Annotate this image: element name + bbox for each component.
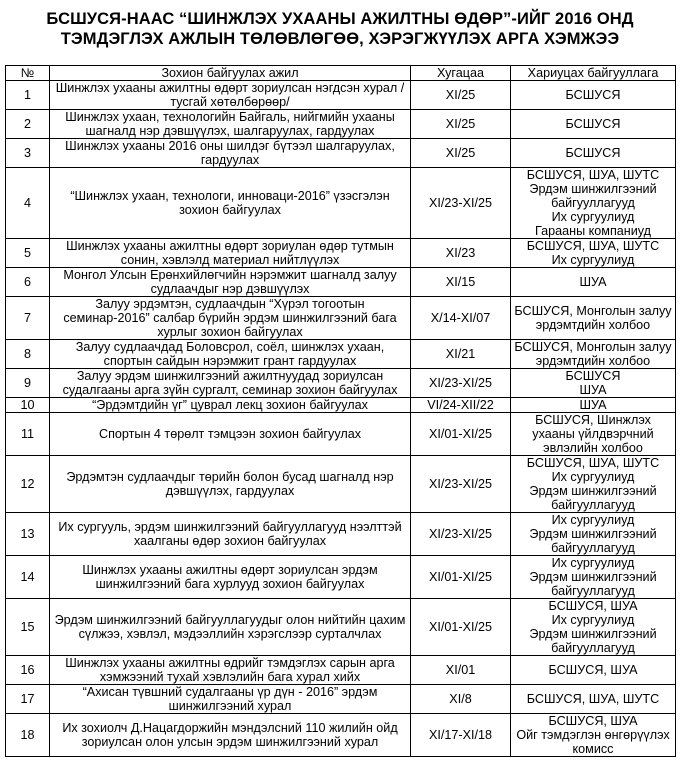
row-number: 1 (6, 81, 50, 110)
row-responsible: БСШУСЯ ШУА (511, 369, 676, 398)
row-number: 2 (6, 110, 50, 139)
row-responsible: БСШУСЯ, Монголын залуу эрдэмтдийн холбоо (511, 340, 676, 369)
row-number: 3 (6, 139, 50, 168)
row-responsible: БСШУСЯ (511, 110, 676, 139)
row-responsible: БСШУСЯ, Монголын залуу эрдэмтдийн холбоо (511, 297, 676, 340)
row-activity: Эрдэм шинжилгээний байгууллагуудыг олон нийтийн цахим сүлжээ, хэвлэл, мэдээллийн хэрэгслээр сурталчлах (50, 599, 411, 656)
row-responsible: БСШУСЯ, ШУА, ШУТС Их сургуулиуд Эрдэм шинжилгээний байгууллагууд (511, 456, 676, 513)
title-line-2: ТЭМДЭГЛЭХ АЖЛЫН ТӨЛӨВЛӨГӨӨ, ХЭРЭГЖҮҮЛЭХ АРГА ХЭМЖЭЭ (60, 30, 620, 48)
header-date: Хугацаа (411, 66, 511, 81)
table-header-row (6, 66, 676, 81)
table-row (6, 369, 676, 398)
row-number: 9 (6, 369, 50, 398)
row-date: XI/23-XI/25 (411, 369, 511, 398)
table-row (6, 268, 676, 297)
row-date: XI/23-XI/25 (411, 168, 511, 239)
row-number: 17 (6, 685, 50, 714)
row-activity: “Эрдэмтдийн үг” цуврал лекц зохион байгуулах (50, 398, 411, 413)
row-number: 10 (6, 398, 50, 413)
row-number: 7 (6, 297, 50, 340)
table-row (6, 685, 676, 714)
row-date: XI/23-XI/25 (411, 513, 511, 556)
row-responsible: БСШУСЯ, Шинжлэх ухааны үйлдвэрчний эвлэлийн холбоо (511, 413, 676, 456)
row-responsible: ШУА (511, 268, 676, 297)
header-number: № (6, 66, 50, 81)
row-number: 14 (6, 556, 50, 599)
row-number: 11 (6, 413, 50, 456)
row-responsible: ШУА (511, 398, 676, 413)
table-row (6, 413, 676, 456)
table-row (6, 513, 676, 556)
row-responsible: БСШУСЯ, ШУА (511, 656, 676, 685)
row-date: XI/21 (411, 340, 511, 369)
row-responsible: БСШУСЯ (511, 81, 676, 110)
row-responsible: БСШУСЯ, ШУА Их сургуулиуд Эрдэм шинжилгээний байгууллагууд (511, 599, 676, 656)
row-number: 15 (6, 599, 50, 656)
row-date: XI/01-XI/25 (411, 413, 511, 456)
row-date: X/14-XI/07 (411, 297, 511, 340)
row-date: XI/23-XI/25 (411, 456, 511, 513)
row-activity: “Шинжлэх ухаан, технологи, инноваци-2016” үзэсгэлэн зохион байгуулах (50, 168, 411, 239)
row-activity: Шинжлэх ухаан, технологийн Байгаль, нийгмийн ухааны шагналд нэр дэвшүүлэх, шалгаруулах, гардуулах (50, 110, 411, 139)
row-activity: Залуу эрдэмтэн, судлаачдын “Хүрэл тогоотын семинар-2016” салбар бүрийн эрдэм шинжилгээний бага хурлыг зохион байгуулах (50, 297, 411, 340)
table-row (6, 714, 676, 757)
row-date: XI/17-XI/18 (411, 714, 511, 757)
row-responsible: Их сургуулиуд Эрдэм шинжилгээний байгууллагууд (511, 556, 676, 599)
table-row (6, 656, 676, 685)
row-date: XI/25 (411, 81, 511, 110)
plan-table (5, 65, 676, 757)
row-activity: Их зохиолч Д.Нацагдоржийн мэндэлсний 110 жилийн ойд зориулсан олон улсын эрдэм шинжилгээний хурал (50, 714, 411, 757)
row-activity: Их сургууль, эрдэм шинжилгээний байгууллагууд нээлттэй хаалганы өдөр зохион байгуулах (50, 513, 411, 556)
row-number: 18 (6, 714, 50, 757)
row-date: XI/25 (411, 139, 511, 168)
header-activity: Зохион байгуулах ажил (50, 66, 411, 81)
row-activity: Шинжлэх ухааны ажилтны өдөрт зориулсан нэгдсэн хурал /тусгай хөтөлбөрөөр/ (50, 81, 411, 110)
row-activity: Шинжлэх ухааны ажилтны өдөрт зориулсан эрдэм шинжилгээний бага хурлууд зохион байгуулах (50, 556, 411, 599)
row-activity: Спортын 4 төрөлт тэмцээн зохион байгуулах (50, 413, 411, 456)
table-row (6, 297, 676, 340)
row-responsible: БСШУСЯ, ШУА, ШУТС Их сургуулиуд (511, 239, 676, 268)
row-date: VI/24-XII/22 (411, 398, 511, 413)
table-row (6, 599, 676, 656)
row-number: 4 (6, 168, 50, 239)
row-date: XI/01-XI/25 (411, 599, 511, 656)
row-activity: Эрдэмтэн судлаачдыг төрийн болон бусад шагналд нэр дэвшүүлэх, гардуулах (50, 456, 411, 513)
row-date: XI/01-XI/25 (411, 556, 511, 599)
row-number: 8 (6, 340, 50, 369)
table-row (6, 239, 676, 268)
row-responsible: БСШУСЯ, ШУА, ШУТС (511, 685, 676, 714)
row-responsible: БСШУСЯ (511, 139, 676, 168)
row-responsible: БСШУСЯ, ШУА, ШУТС Эрдэм шинжилгээний байгууллагууд Их сургуулиуд Гарааны компаниуд (511, 168, 676, 239)
table-row (6, 168, 676, 239)
table-body (6, 81, 676, 757)
row-date: XI/01 (411, 656, 511, 685)
row-activity: Шинжлэх ухааны ажилтны өдөрт зориулан өдөр тутмын сонин, хэвлэлд материал нийтлүүлэх (50, 239, 411, 268)
table-row (6, 398, 676, 413)
row-number: 13 (6, 513, 50, 556)
table-row (6, 139, 676, 168)
row-number: 6 (6, 268, 50, 297)
row-activity: Залуу судлаачдад Боловсрол, соёл, шинжлэх ухаан, спортын сайдын нэрэмжит грант гардуулах (50, 340, 411, 369)
table-row (6, 110, 676, 139)
table-row (6, 81, 676, 110)
table-row (6, 340, 676, 369)
document-title (0, 9, 680, 49)
row-responsible: БСШУСЯ, ШУА Ойг тэмдэглэн өнгөрүүлэх комисс (511, 714, 676, 757)
row-date: XI/25 (411, 110, 511, 139)
row-number: 5 (6, 239, 50, 268)
row-date: XI/15 (411, 268, 511, 297)
table-row (6, 556, 676, 599)
table-row (6, 456, 676, 513)
row-number: 12 (6, 456, 50, 513)
header-responsible: Хариуцах байгууллага (511, 66, 676, 81)
row-date: XI/8 (411, 685, 511, 714)
row-activity: Монгол Улсын Ерөнхийлөгчийн нэрэмжит шагналд залуу судлаачдыг нэр дэвшүүлэх (50, 268, 411, 297)
row-number: 16 (6, 656, 50, 685)
row-activity: “Ахисан түвшний судалгааны үр дүн - 2016” эрдэм шинжилгээний хурал (50, 685, 411, 714)
row-responsible: Их сургуулиуд Эрдэм шинжилгээний байгууллагууд (511, 513, 676, 556)
row-activity: Шинжлэх ухааны ажилтны өдрийг тэмдэглэх сарын арга хэмжээний тухай хэвлэлийн бага хурал хийх (50, 656, 411, 685)
row-activity: Шинжлэх ухааны 2016 оны шилдэг бүтээл шалгаруулах, гардуулах (50, 139, 411, 168)
title-line-1: БСШУСЯ-НААС “ШИНЖЛЭХ УХААНЫ АЖИЛТНЫ ӨДӨР”-ИЙГ 2016 ОНД (46, 10, 634, 28)
row-activity: Залуу эрдэм шинжилгээний ажилтнуудад зориулсан судалгааны арга зүйн сургалт, семинар зохион байгуулах (50, 369, 411, 398)
row-date: XI/23 (411, 239, 511, 268)
